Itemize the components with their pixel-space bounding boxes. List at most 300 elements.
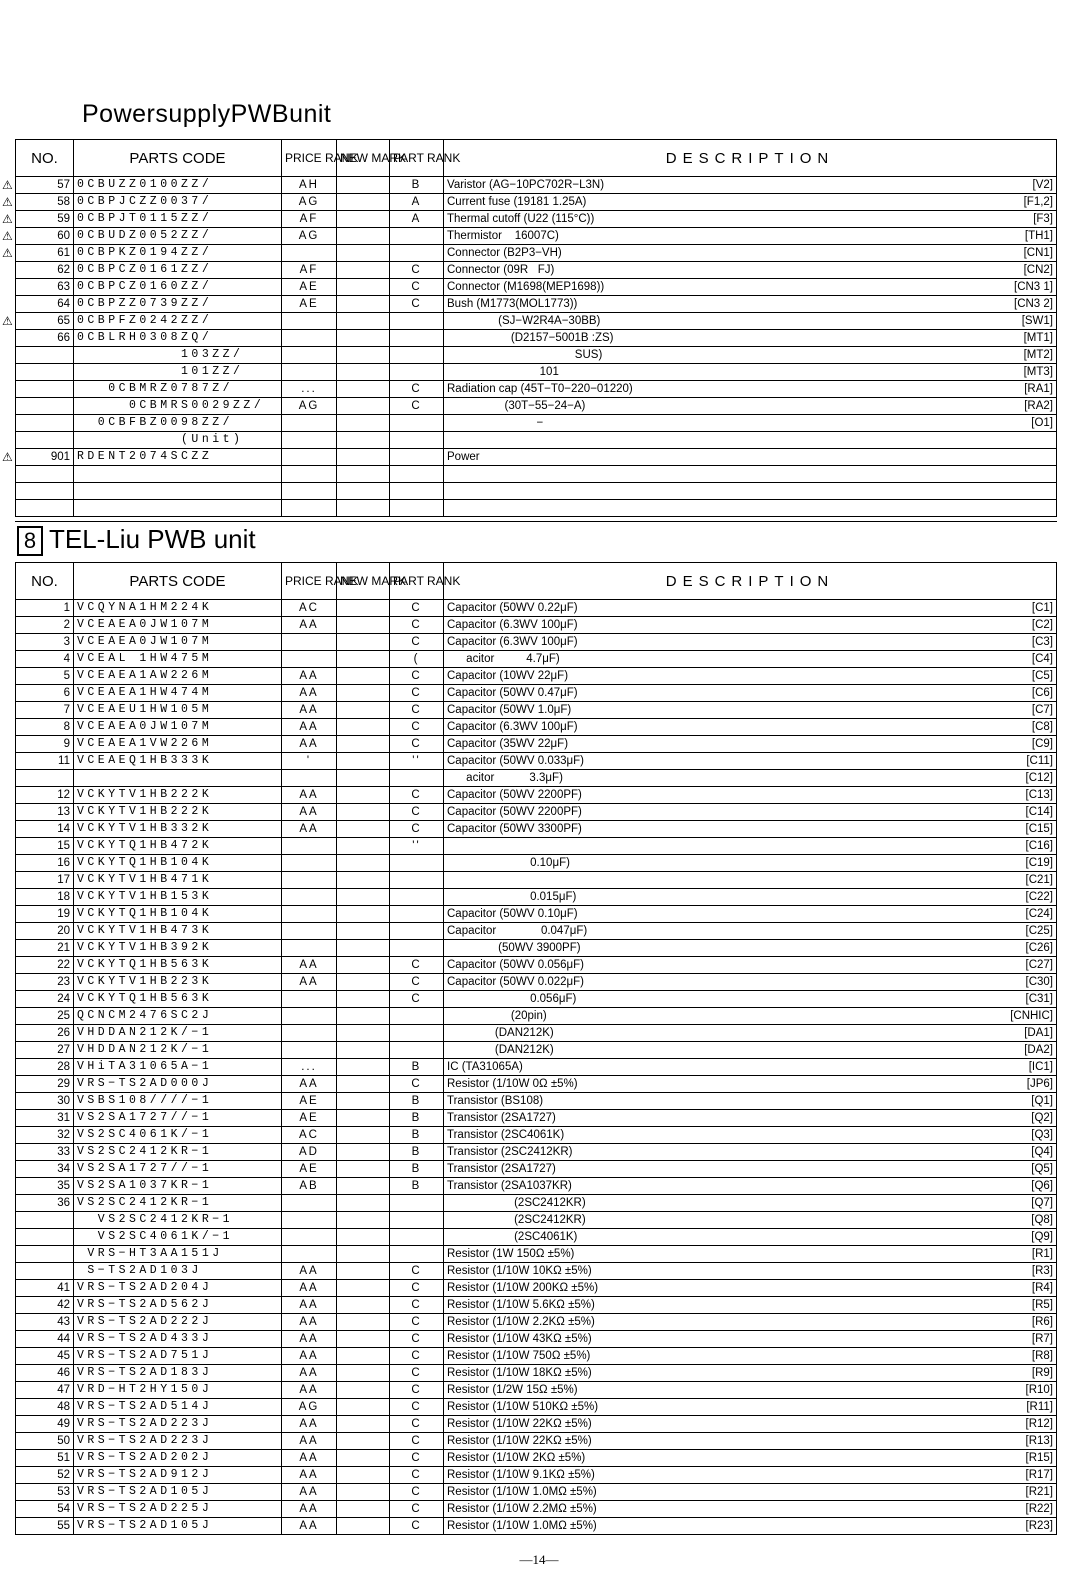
reference-designator: [O1] [1031, 417, 1053, 429]
new-mark [337, 787, 390, 804]
part-no [16, 1212, 74, 1229]
part-rank: '' [390, 753, 444, 770]
description [444, 211, 1057, 228]
new-mark [337, 1008, 390, 1025]
part-no: 23 [16, 974, 74, 991]
part-no: 60 [16, 228, 74, 245]
reference-designator: [R7] [1031, 1333, 1053, 1345]
new-mark [337, 211, 390, 228]
description-text: Resistor (1/10W 1.0MΩ ±5%) [447, 1486, 597, 1498]
part-code: RDENT2074SCZZ [74, 449, 282, 466]
table-row [16, 313, 1057, 330]
table-row [16, 1059, 1057, 1076]
description [444, 483, 1057, 500]
price-rank [282, 432, 337, 449]
new-mark [337, 347, 390, 364]
new-mark [337, 1093, 390, 1110]
price-rank [282, 838, 337, 855]
reference-designator: [R6] [1031, 1316, 1053, 1328]
description [444, 1280, 1057, 1297]
part-rank: C [390, 991, 444, 1008]
part-no [16, 415, 74, 432]
description-text: Thermistor 16007C) [447, 230, 559, 242]
description [444, 1365, 1057, 1382]
part-no [16, 483, 74, 500]
part-rank [390, 432, 444, 449]
part-code: VCKYTQ1HB563K [74, 957, 282, 974]
part-code: VCQYNA1HM224K [74, 600, 282, 617]
part-no: 49 [16, 1416, 74, 1433]
reference-designator: [C8] [1031, 721, 1053, 733]
reference-designator: [Q3] [1031, 1129, 1053, 1141]
price-rank: AD [282, 1144, 337, 1161]
price-rank [282, 906, 337, 923]
part-code: VCEAEA0JW107M [74, 634, 282, 651]
description-text: SUS) [447, 349, 603, 361]
description-text: Resistor (1/10W 200KΩ ±5%) [447, 1282, 599, 1294]
part-rank: C [390, 974, 444, 991]
description [444, 1076, 1057, 1093]
page-number: —14— [519, 1552, 559, 1567]
part-no: 41 [16, 1280, 74, 1297]
part-no: 1 [16, 600, 74, 617]
warning-icon: ⚠ [2, 245, 13, 260]
description-text: Resistor (1/10W 10KΩ ±5%) [447, 1265, 592, 1277]
description-text: (D2157−5001B :ZS) [447, 332, 614, 344]
table-row [16, 1433, 1057, 1450]
reference-designator: [CN1] [1023, 247, 1053, 259]
description [444, 1195, 1057, 1212]
part-code: VRS−TS2AD000J [74, 1076, 282, 1093]
col-code: PARTS CODE [74, 140, 282, 177]
price-rank: AA [282, 1348, 337, 1365]
description [444, 736, 1057, 753]
new-mark [337, 262, 390, 279]
description [444, 651, 1057, 668]
table-row [16, 1212, 1057, 1229]
part-rank: C [390, 1297, 444, 1314]
part-rank: C [390, 702, 444, 719]
part-code: VS2SA1037KR−1 [74, 1178, 282, 1195]
reference-designator: [R15] [1025, 1452, 1053, 1464]
part-code: VS2SA1727//−1 [74, 1161, 282, 1178]
part-code: VCEAEA1HW474M [74, 685, 282, 702]
part-rank: C [390, 296, 444, 313]
table-row [16, 415, 1057, 432]
description-text: 0.10μF) [447, 857, 570, 869]
part-no: 54 [16, 1501, 74, 1518]
reference-designator: [C9] [1031, 738, 1053, 750]
description [444, 600, 1057, 617]
price-rank [282, 651, 337, 668]
price-rank: AA [282, 804, 337, 821]
col-partrank: PART RANK [390, 140, 444, 177]
part-code: VRS−TS2AD562J [74, 1297, 282, 1314]
part-no: 33 [16, 1144, 74, 1161]
table-row [16, 906, 1057, 923]
reference-designator: [C16] [1025, 840, 1053, 852]
part-code: 0CBPZZ0739ZZ/ [74, 296, 282, 313]
description-text: Capacitor (50WV 0.056μF) [447, 959, 585, 971]
price-rank: AA [282, 821, 337, 838]
reference-designator: [DA2] [1024, 1044, 1053, 1056]
part-rank [390, 872, 444, 889]
part-rank: B [390, 177, 444, 194]
new-mark [337, 634, 390, 651]
description [444, 1433, 1057, 1450]
part-code: VHDDAN212K/−1 [74, 1042, 282, 1059]
warning-icon: ⚠ [2, 449, 13, 464]
reference-designator: [R11] [1026, 1401, 1053, 1413]
description-text: Transistor (BS108) [447, 1095, 544, 1107]
description [444, 1501, 1057, 1518]
part-code [74, 770, 282, 787]
part-no: 29 [16, 1076, 74, 1093]
reference-designator: [MT1] [1023, 332, 1053, 344]
part-rank [390, 923, 444, 940]
part-code: VRS−TS2AD202J [74, 1450, 282, 1467]
new-mark [337, 228, 390, 245]
description-text: Resistor (1/10W 22KΩ ±5%) [447, 1418, 592, 1430]
part-no: 47 [16, 1382, 74, 1399]
new-mark [337, 1314, 390, 1331]
description-text: Resistor (1/2W 15Ω ±5%) [447, 1384, 578, 1396]
part-code: VRS−TS2AD751J [74, 1348, 282, 1365]
reference-designator: [C7] [1031, 704, 1053, 716]
reference-designator: [C31] [1025, 993, 1053, 1005]
new-mark [337, 313, 390, 330]
table-row [16, 1399, 1057, 1416]
new-mark [337, 668, 390, 685]
reference-designator: [C26] [1025, 942, 1053, 954]
part-code: VRS−TS2AD223J [74, 1433, 282, 1450]
price-rank: AG [282, 398, 337, 415]
part-rank: B [390, 1144, 444, 1161]
col-newmark: NEW MARK [337, 140, 390, 177]
table-row [16, 1365, 1057, 1382]
part-rank [390, 855, 444, 872]
new-mark [337, 1433, 390, 1450]
description [444, 889, 1057, 906]
part-no: 36 [16, 1195, 74, 1212]
part-code: 0CBFBZ0098ZZ/ [74, 415, 282, 432]
part-rank [390, 1008, 444, 1025]
part-rank [390, 245, 444, 262]
reference-designator: [C11] [1026, 755, 1053, 767]
part-code: 0CBUDZ0052ZZ/ [74, 228, 282, 245]
description-text: Transistor (2SC2412KR) [447, 1146, 573, 1158]
part-no: 6 [16, 685, 74, 702]
price-rank: AA [282, 1314, 337, 1331]
part-no: 35 [16, 1178, 74, 1195]
price-rank [282, 330, 337, 347]
part-rank [390, 1195, 444, 1212]
reference-designator: [R9] [1031, 1367, 1053, 1379]
part-no: 50 [16, 1433, 74, 1450]
part-code: 0CBPCZ0160ZZ/ [74, 279, 282, 296]
part-no: 20 [16, 923, 74, 940]
price-rank [282, 313, 337, 330]
part-no: 57 [16, 177, 74, 194]
part-rank: C [390, 600, 444, 617]
reference-designator: [V2] [1032, 179, 1053, 191]
part-code: VCEAEA0JW107M [74, 719, 282, 736]
part-no [16, 770, 74, 787]
part-code: VS2SC2412KR−1 [74, 1212, 282, 1229]
new-mark [337, 821, 390, 838]
price-rank [282, 1008, 337, 1025]
description-text: (SJ−W2R4A−30BB) [447, 315, 601, 327]
part-rank [390, 415, 444, 432]
table-row [16, 1416, 1057, 1433]
table-row [16, 889, 1057, 906]
price-rank: AG [282, 228, 337, 245]
description [444, 770, 1057, 787]
table-row [16, 449, 1057, 466]
part-code: VCKYTQ1HB563K [74, 991, 282, 1008]
table-row [16, 1025, 1057, 1042]
part-no: 42 [16, 1297, 74, 1314]
part-code: 0CBPFZ0242ZZ/ [74, 313, 282, 330]
table-row [16, 940, 1057, 957]
part-no: 25 [16, 1008, 74, 1025]
price-rank [282, 466, 337, 483]
part-rank: B [390, 1178, 444, 1195]
price-rank: AA [282, 1518, 337, 1535]
reference-designator: [Q6] [1031, 1180, 1053, 1192]
part-rank: C [390, 957, 444, 974]
reference-designator: [C25] [1025, 925, 1053, 937]
price-rank [282, 415, 337, 432]
description [444, 1314, 1057, 1331]
price-rank: AA [282, 787, 337, 804]
description-text: acitor 4.7μF) [447, 653, 560, 665]
reference-designator: [C14] [1025, 806, 1053, 818]
table-row [16, 600, 1057, 617]
description [444, 500, 1057, 517]
description [444, 262, 1057, 279]
part-code: 0CBPJT0115ZZ/ [74, 211, 282, 228]
table-row [16, 787, 1057, 804]
part-no: 14 [16, 821, 74, 838]
price-rank [282, 500, 337, 517]
description [444, 1212, 1057, 1229]
description [444, 1229, 1057, 1246]
col-desc: DESCRIPTION [444, 563, 1057, 600]
table-row [16, 364, 1057, 381]
part-rank: C [390, 1467, 444, 1484]
description-text: Capacitor (50WV 3300PF) [447, 823, 582, 835]
tel-liu-parts-table [15, 562, 1057, 1535]
part-rank: C [390, 1382, 444, 1399]
price-rank [282, 1025, 337, 1042]
table-row [16, 1144, 1057, 1161]
reference-designator: [TH1] [1024, 230, 1053, 242]
reference-designator: [C21] [1025, 874, 1053, 886]
part-no: 7 [16, 702, 74, 719]
reference-designator: [C22] [1025, 891, 1053, 903]
price-rank: AC [282, 600, 337, 617]
reference-designator: [CN2] [1023, 264, 1053, 276]
description [444, 668, 1057, 685]
new-mark [337, 432, 390, 449]
description [444, 974, 1057, 991]
description-text: Capacitor (6.3WV 100μF) [447, 721, 578, 733]
description-text: Power [447, 451, 480, 463]
price-rank: AA [282, 974, 337, 991]
part-code: VS2SC2412KR−1 [74, 1144, 282, 1161]
table-row [16, 1314, 1057, 1331]
part-no: 901 [16, 449, 74, 466]
part-code: VRS−TS2AD222J [74, 1314, 282, 1331]
new-mark [337, 1076, 390, 1093]
col-partrank: PART RANK [390, 563, 444, 600]
part-no: 2 [16, 617, 74, 634]
reference-designator: [Q2] [1031, 1112, 1053, 1124]
part-rank: C [390, 1348, 444, 1365]
col-price: PRICE RANK [282, 563, 337, 600]
col-code: PARTS CODE [74, 563, 282, 600]
new-mark [337, 838, 390, 855]
new-mark [337, 1280, 390, 1297]
part-code: 0CBLRH0308ZQ/ [74, 330, 282, 347]
new-mark [337, 872, 390, 889]
description-text: Resistor (1W 150Ω ±5%) [447, 1248, 575, 1260]
part-code: VCKYTV1HB471K [74, 872, 282, 889]
description-text: Connector (09R FJ) [447, 264, 555, 276]
table-row [16, 398, 1057, 415]
reference-designator: [C15] [1025, 823, 1053, 835]
price-rank [282, 872, 337, 889]
part-no: 28 [16, 1059, 74, 1076]
part-no: 27 [16, 1042, 74, 1059]
part-rank [390, 906, 444, 923]
part-code: 0CBPKZ0194ZZ/ [74, 245, 282, 262]
part-rank: C [390, 1501, 444, 1518]
part-code: VRS−TS2AD223J [74, 1416, 282, 1433]
part-no: 59 [16, 211, 74, 228]
table-row [16, 279, 1057, 296]
new-mark [337, 1348, 390, 1365]
price-rank: ... [282, 381, 337, 398]
description-text: Resistor (1/10W 43KΩ ±5%) [447, 1333, 592, 1345]
description [444, 177, 1057, 194]
price-rank: AA [282, 1382, 337, 1399]
price-rank: AA [282, 957, 337, 974]
part-rank: C [390, 1416, 444, 1433]
description [444, 432, 1057, 449]
part-code: VRS−TS2AD433J [74, 1331, 282, 1348]
description-text: Resistor (1/10W 2KΩ ±5%) [447, 1452, 586, 1464]
part-rank: C [390, 617, 444, 634]
table-row [16, 211, 1057, 228]
new-mark [337, 245, 390, 262]
new-mark [337, 991, 390, 1008]
part-rank [390, 466, 444, 483]
description-text: (DAN212K) [447, 1044, 554, 1056]
part-no: 46 [16, 1365, 74, 1382]
warning-icon: ⚠ [2, 211, 13, 226]
part-rank [390, 500, 444, 517]
price-rank [282, 1246, 337, 1263]
new-mark [337, 906, 390, 923]
part-no: 22 [16, 957, 74, 974]
part-no [16, 381, 74, 398]
description [444, 1161, 1057, 1178]
new-mark [337, 1399, 390, 1416]
table-row [16, 1246, 1057, 1263]
description [444, 347, 1057, 364]
new-mark [337, 957, 390, 974]
table-row [16, 177, 1057, 194]
description [444, 923, 1057, 940]
price-rank [282, 991, 337, 1008]
description [444, 685, 1057, 702]
table-row [16, 1484, 1057, 1501]
part-no [16, 364, 74, 381]
table-row [16, 347, 1057, 364]
part-rank: B [390, 1093, 444, 1110]
part-rank [390, 313, 444, 330]
description-text: Capacitor (50WV 0.22μF) [447, 602, 578, 614]
reference-designator: [RA1] [1024, 383, 1053, 395]
part-rank [390, 449, 444, 466]
description [444, 957, 1057, 974]
reference-designator: [JP6] [1026, 1078, 1053, 1090]
table-row [16, 651, 1057, 668]
part-no: 64 [16, 296, 74, 313]
table-row [16, 1297, 1057, 1314]
description [444, 940, 1057, 957]
description [444, 1518, 1057, 1535]
description [444, 991, 1057, 1008]
reference-designator: [MT2] [1023, 349, 1053, 361]
reference-designator: [R8] [1031, 1350, 1053, 1362]
price-rank: ... [282, 1059, 337, 1076]
part-code: VRS−TS2AD204J [74, 1280, 282, 1297]
new-mark [337, 600, 390, 617]
part-no: 12 [16, 787, 74, 804]
description [444, 1042, 1057, 1059]
part-no: 43 [16, 1314, 74, 1331]
part-rank [390, 1246, 444, 1263]
power-supply-parts-table [15, 139, 1057, 517]
table-row [16, 228, 1057, 245]
new-mark [337, 736, 390, 753]
part-no: 3 [16, 634, 74, 651]
table-row [16, 617, 1057, 634]
price-rank: AA [282, 1416, 337, 1433]
table-row [16, 1161, 1057, 1178]
part-code: VRS−TS2AD105J [74, 1484, 282, 1501]
new-mark [337, 1467, 390, 1484]
description-text: Thermal cutoff (U22 (115°C)) [447, 213, 595, 225]
description [444, 398, 1057, 415]
part-rank [390, 364, 444, 381]
separator-line [15, 521, 1057, 522]
part-rank: C [390, 634, 444, 651]
reference-designator: [Q9] [1031, 1231, 1053, 1243]
price-rank [282, 449, 337, 466]
part-rank [390, 1042, 444, 1059]
part-no: 65 [16, 313, 74, 330]
table-row [16, 1093, 1057, 1110]
new-mark [337, 651, 390, 668]
description [444, 872, 1057, 889]
part-no: 63 [16, 279, 74, 296]
new-mark [337, 617, 390, 634]
col-no: NO. [16, 140, 74, 177]
